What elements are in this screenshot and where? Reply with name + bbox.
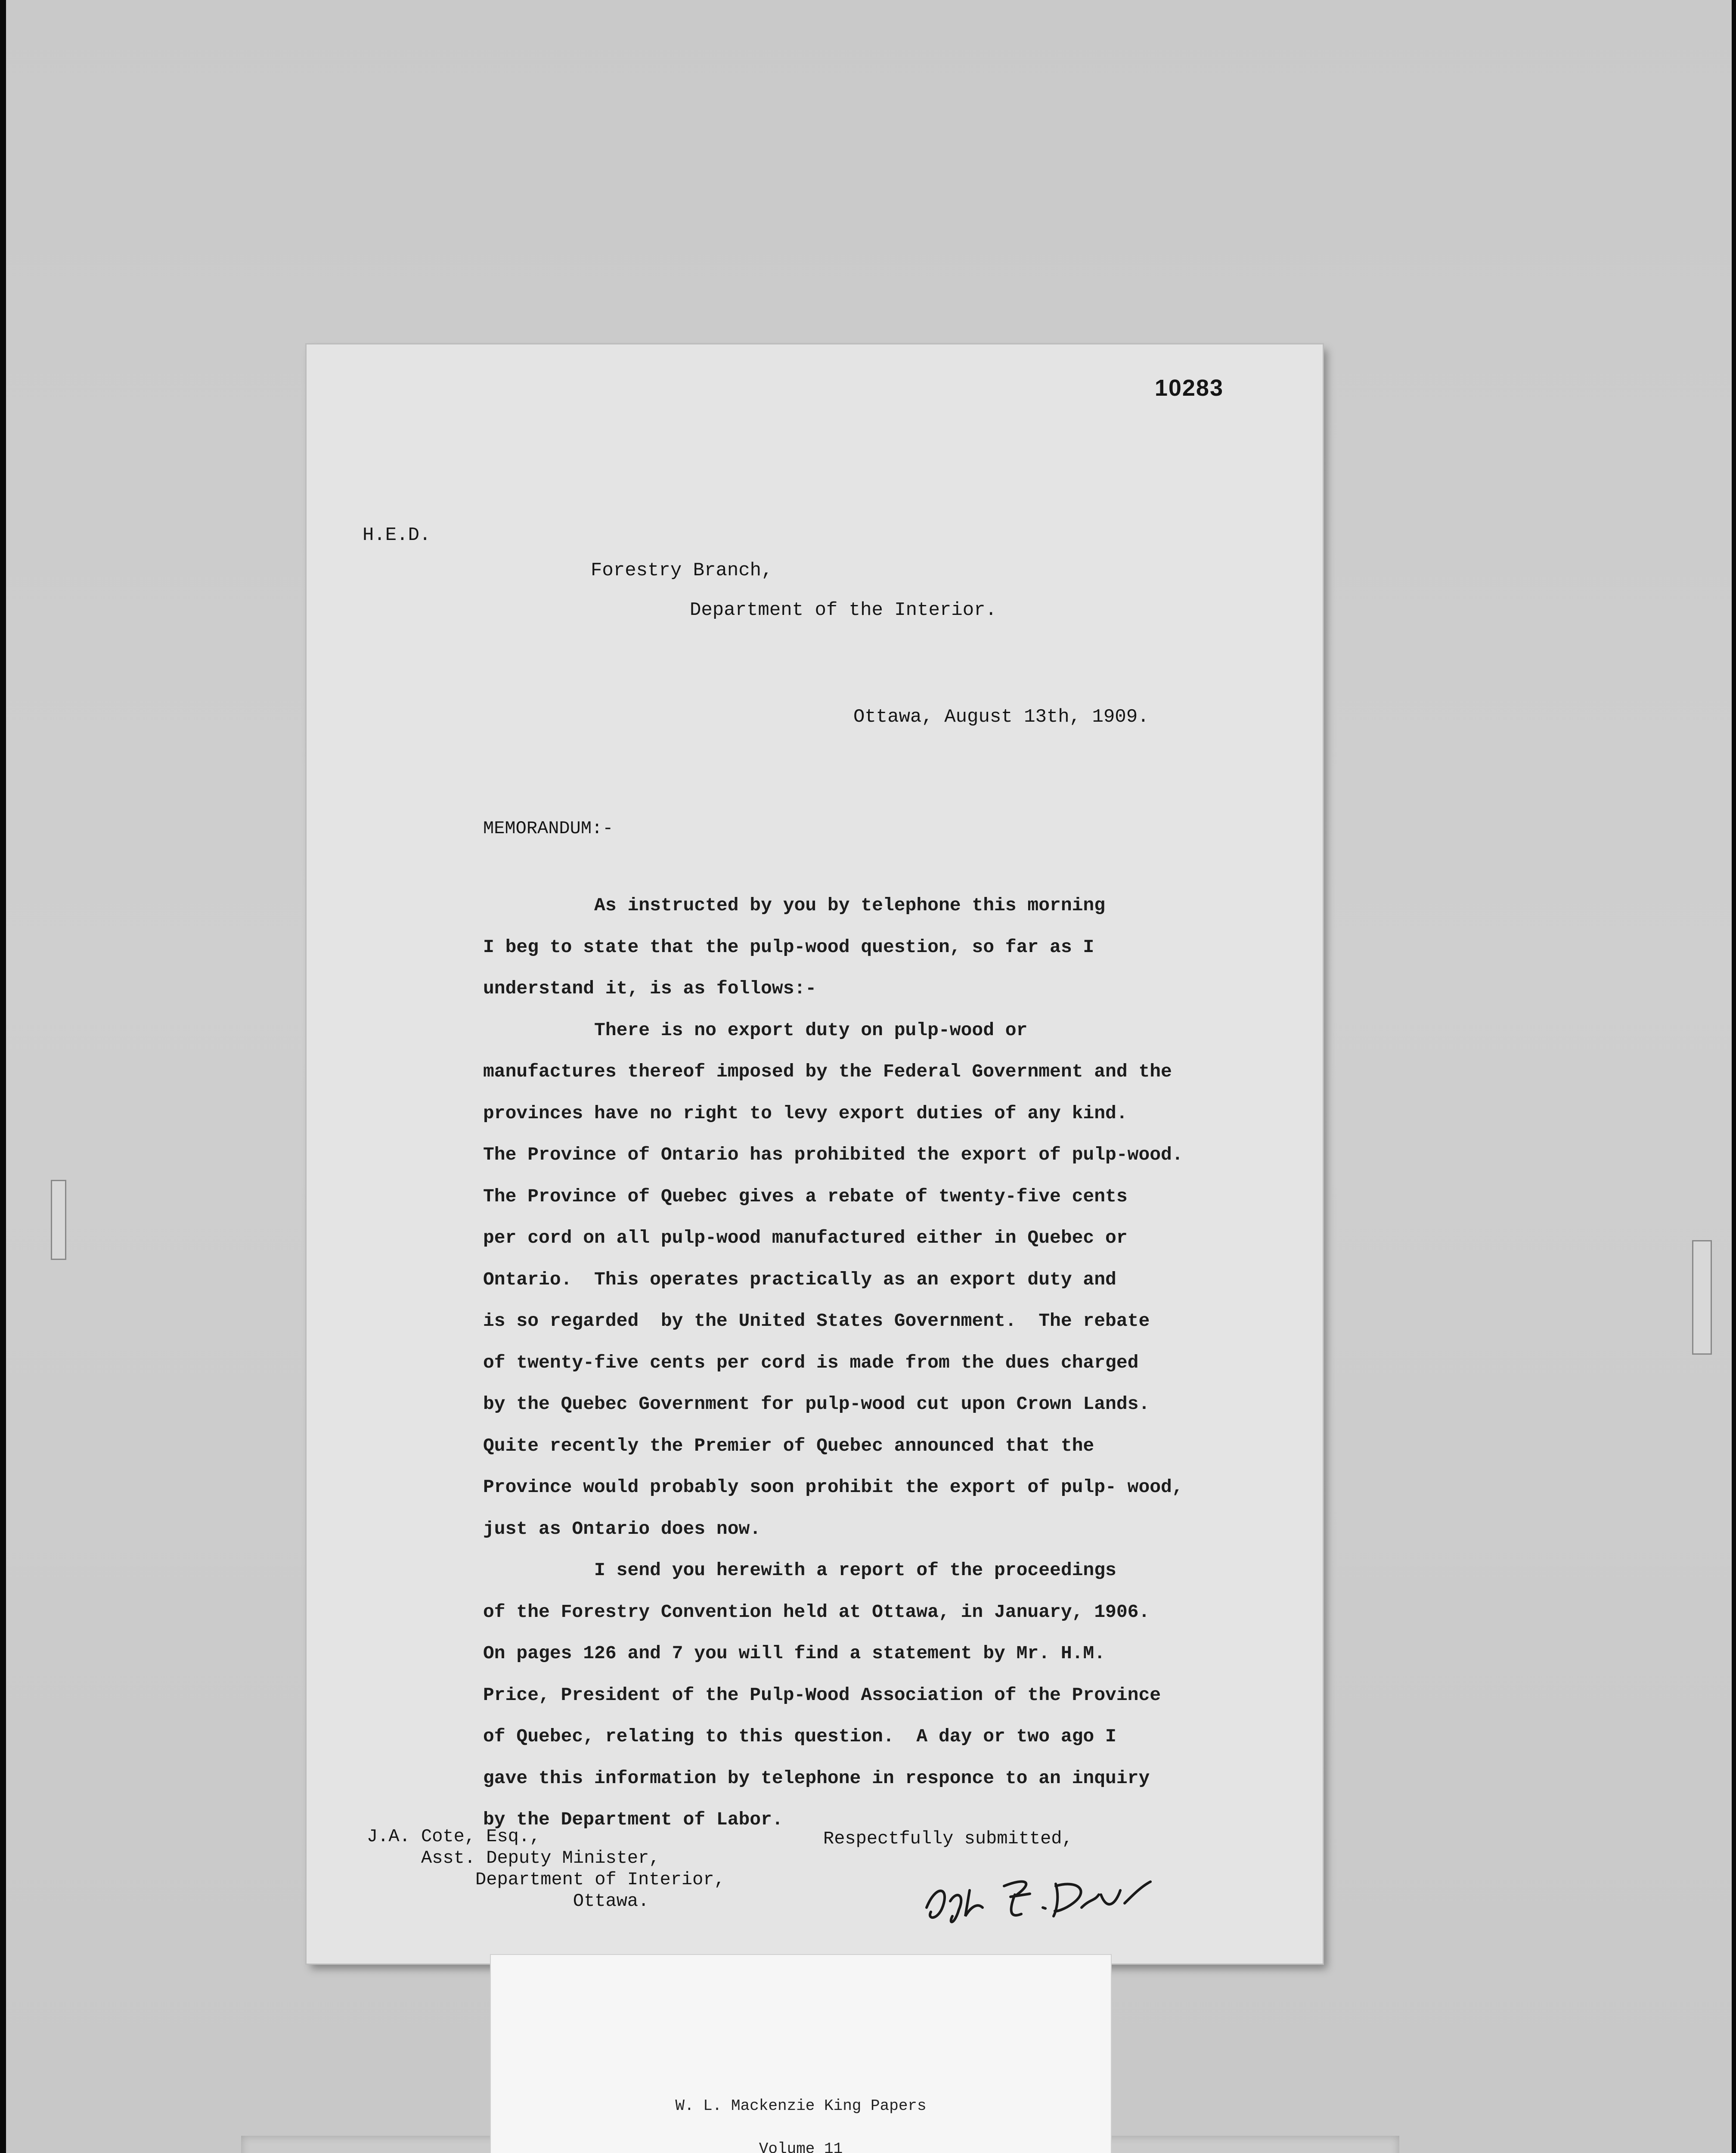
memorandum-page <box>307 344 1323 1964</box>
clip-right <box>1692 1240 1712 1355</box>
clip-left <box>51 1180 66 1260</box>
collection-name: W. L. Mackenzie King Papers <box>675 2097 927 2115</box>
memo-body: As instructed by you by telephone this morning I beg to state that the pulp-wood question, so far as I understand it, is as follows:- There is no export duty on pulp-wood or manufactures thereof imposed by the Federal Government and the provinces have no right to levy export duties of any kind. The Province of Ontario has prohibited the export of pulp-wood. The Province of Quebec gives a rebate of twenty-five cents per cord on all pulp-wood manufactured either in Quebec or Ontario. This operates practically as an export duty and is so regarded by the United States Government. The rebate of twenty-five cents per cord is made from the dues charged by the Quebec Government for pulp-wood cut upon Crown Lands. Quite recently the Premier of Quebec announced that the Province would probably soon prohibit the export of pulp- wood, just as Ontario does now. I send you herewith a report of the proceedings of the Forestry Convention held at Ottawa, in January, 1906. On pages 126 and 7 you will find a statement by Mr. H.M. Price, President of the Pulp-Wood Association of the Province of Quebec, relating to this question. A day or two ago I gave this information by telephone in responce to an inquiry by the Department of Labor. <box>483 895 1183 1830</box>
reference-initials: H.E.D. <box>363 524 431 546</box>
archive-label-card <box>491 1955 1111 2153</box>
addressee-block: J.A. Cote, Esq., Asst. Deputy Minister, Department of Interior, Ottawa. <box>367 1826 725 1911</box>
department-name: Department of the Interior. <box>690 599 997 621</box>
handwritten-signature <box>918 1860 1159 1933</box>
document-number: 10283 <box>1154 375 1224 401</box>
memo-heading: MEMORANDUM:- <box>483 818 614 839</box>
volume-number: Volume 11 <box>759 2140 843 2153</box>
branch-name: Forestry Branch, <box>591 560 773 581</box>
dateline: Ottawa, August 13th, 1909. <box>853 706 1149 728</box>
closing-line: Respectfully submitted, <box>823 1828 1073 1849</box>
film-edge-right <box>1732 0 1736 2153</box>
film-edge-left <box>0 0 6 2153</box>
